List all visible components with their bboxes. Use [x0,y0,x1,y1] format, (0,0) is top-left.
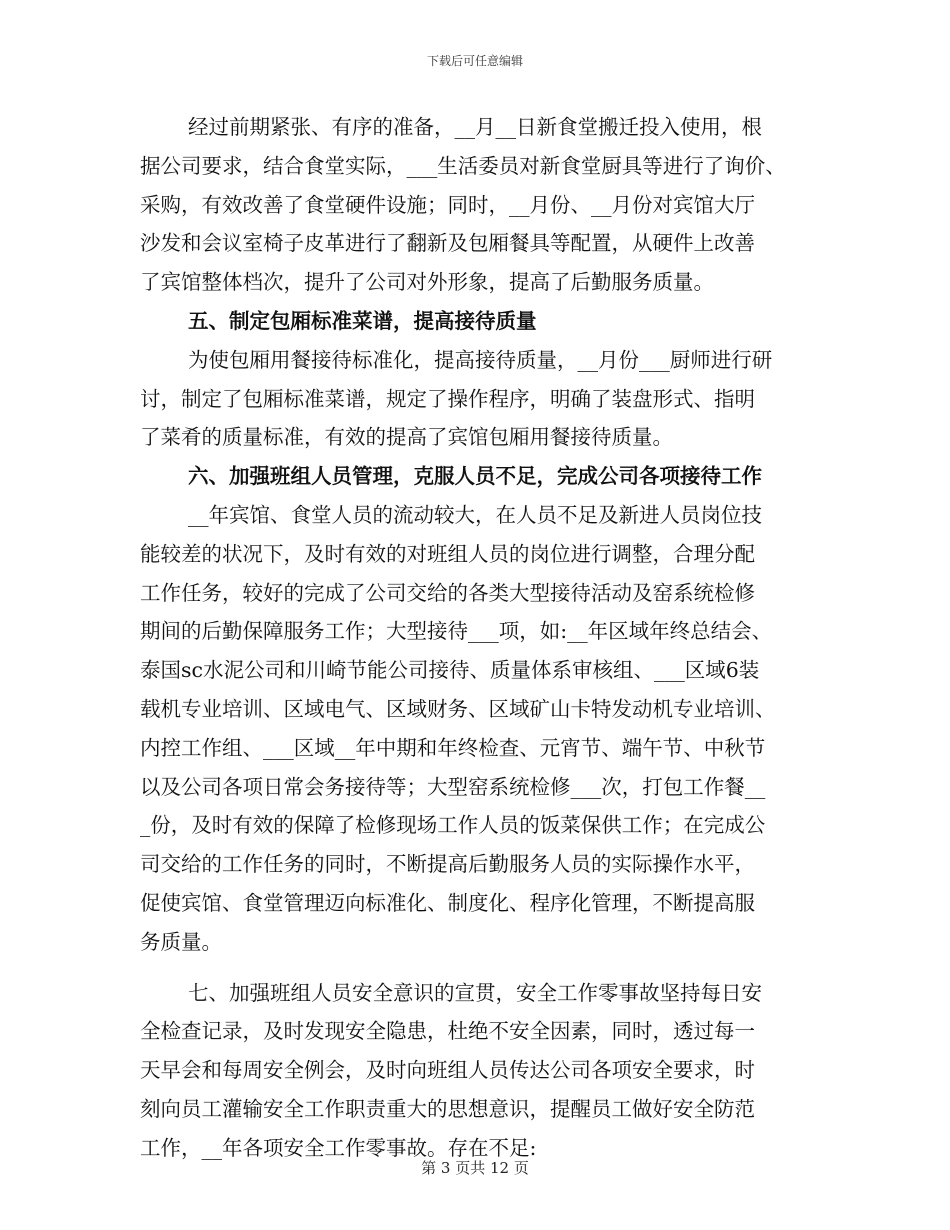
section-heading: 六、加强班组人员管理，克服人员不足，完成公司各项接待工作 [188,464,762,489]
paragraph-line: 期间的后勤保障服务工作；大型接待___项，如:__年区域年终总结会、 [140,619,773,644]
paragraph-line: 了宾馆整体档次，提升了公司对外形象，提高了后勤服务质量。 [140,270,714,295]
paragraph-line: 经过前期紧张、有序的准备，__月__日新食堂搬迁投入使用，根 [188,115,762,139]
paragraph-line: 司交给的工作任务的同时，不断提高后勤服务人员的实际操作水平， [140,852,755,877]
paragraph-line: 了菜肴的质量标准，有效的提高了宾馆包厢用餐接待质量。 [140,425,673,450]
paragraph-line: 天早会和每周安全例会，及时向班组人员传达公司各项安全要求，时 [140,1058,755,1083]
paragraph-line: 能较差的状况下，及时有效的对班组人员的岗位进行调整，合理分配 [140,541,755,566]
document-body [140,108,830,1168]
paragraph-line: 沙发和会议室椅子皮革进行了翻新及包厢餐具等配置，从硬件上改善 [140,231,755,256]
paragraph-line: 为使包厢用餐接待标准化，提高接待质量，__月份___厨师进行研 [188,347,773,372]
paragraph-line: 讨，制定了包厢标准菜谱，规定了操作程序，明确了装盘形式、指明 [140,386,755,411]
paragraph-line: 全检查记录，及时发现安全隐患，杜绝不安全因素，同时，透过每一 [140,1019,755,1044]
page-footer: 第 3 页共 12 页 [421,1159,529,1177]
paragraph-line: 促使宾馆、食堂管理迈向标准化、制度化、程序化管理，不断提高服 [140,890,755,915]
paragraph-line: __年宾馆、食堂人员的流动较大，在人员不足及新进人员岗位技 [188,502,762,527]
paragraph-line: 刻向员工灌输安全工作职责重大的思想意识，提醒员工做好安全防范 [140,1096,755,1121]
section-heading: 五、制定包厢标准菜谱，提高接待质量 [188,308,537,333]
paragraph-line: 据公司要求，结合食堂实际，___生活委员对新食堂厨具等进行了询价、 [140,153,786,178]
paragraph-line: 泰国sc水泥公司和川崎节能公司接待、质量体系审核组、___区域6装 [140,658,760,683]
paragraph-line: 务质量。 [140,929,222,954]
paragraph-line: 以及公司各项日常会务接待等；大型窑系统检修___次，打包工作餐__ [140,774,766,799]
paragraph-line: 内控工作组、___区域__年中期和年终检查、元宵节、端午节、中秋节 [140,735,766,760]
paragraph-line: 工作任务，较好的完成了公司交给的各类大型接待活动及窑系统检修 [140,580,755,605]
paragraph-gap [140,962,830,974]
paragraph-line: 工作，__年各项安全工作零事故。存在不足: [140,1135,537,1160]
paragraph-line: _份，及时有效的保障了检修现场工作人员的饭菜保供工作；在完成公 [140,813,766,838]
page-header: 下载后可任意编辑 [426,54,523,68]
paragraph-line: 载机专业培训、区域电气、区域财务、区域矿山卡特发动机专业培训、 [140,696,776,721]
paragraph-line: 采购，有效改善了食堂硬件设施；同时，__月份、__月份对宾馆大厅 [140,192,755,217]
paragraph-line: 七、加强班组人员安全意识的宣贯，安全工作零事故坚持每日安 [188,980,762,1005]
